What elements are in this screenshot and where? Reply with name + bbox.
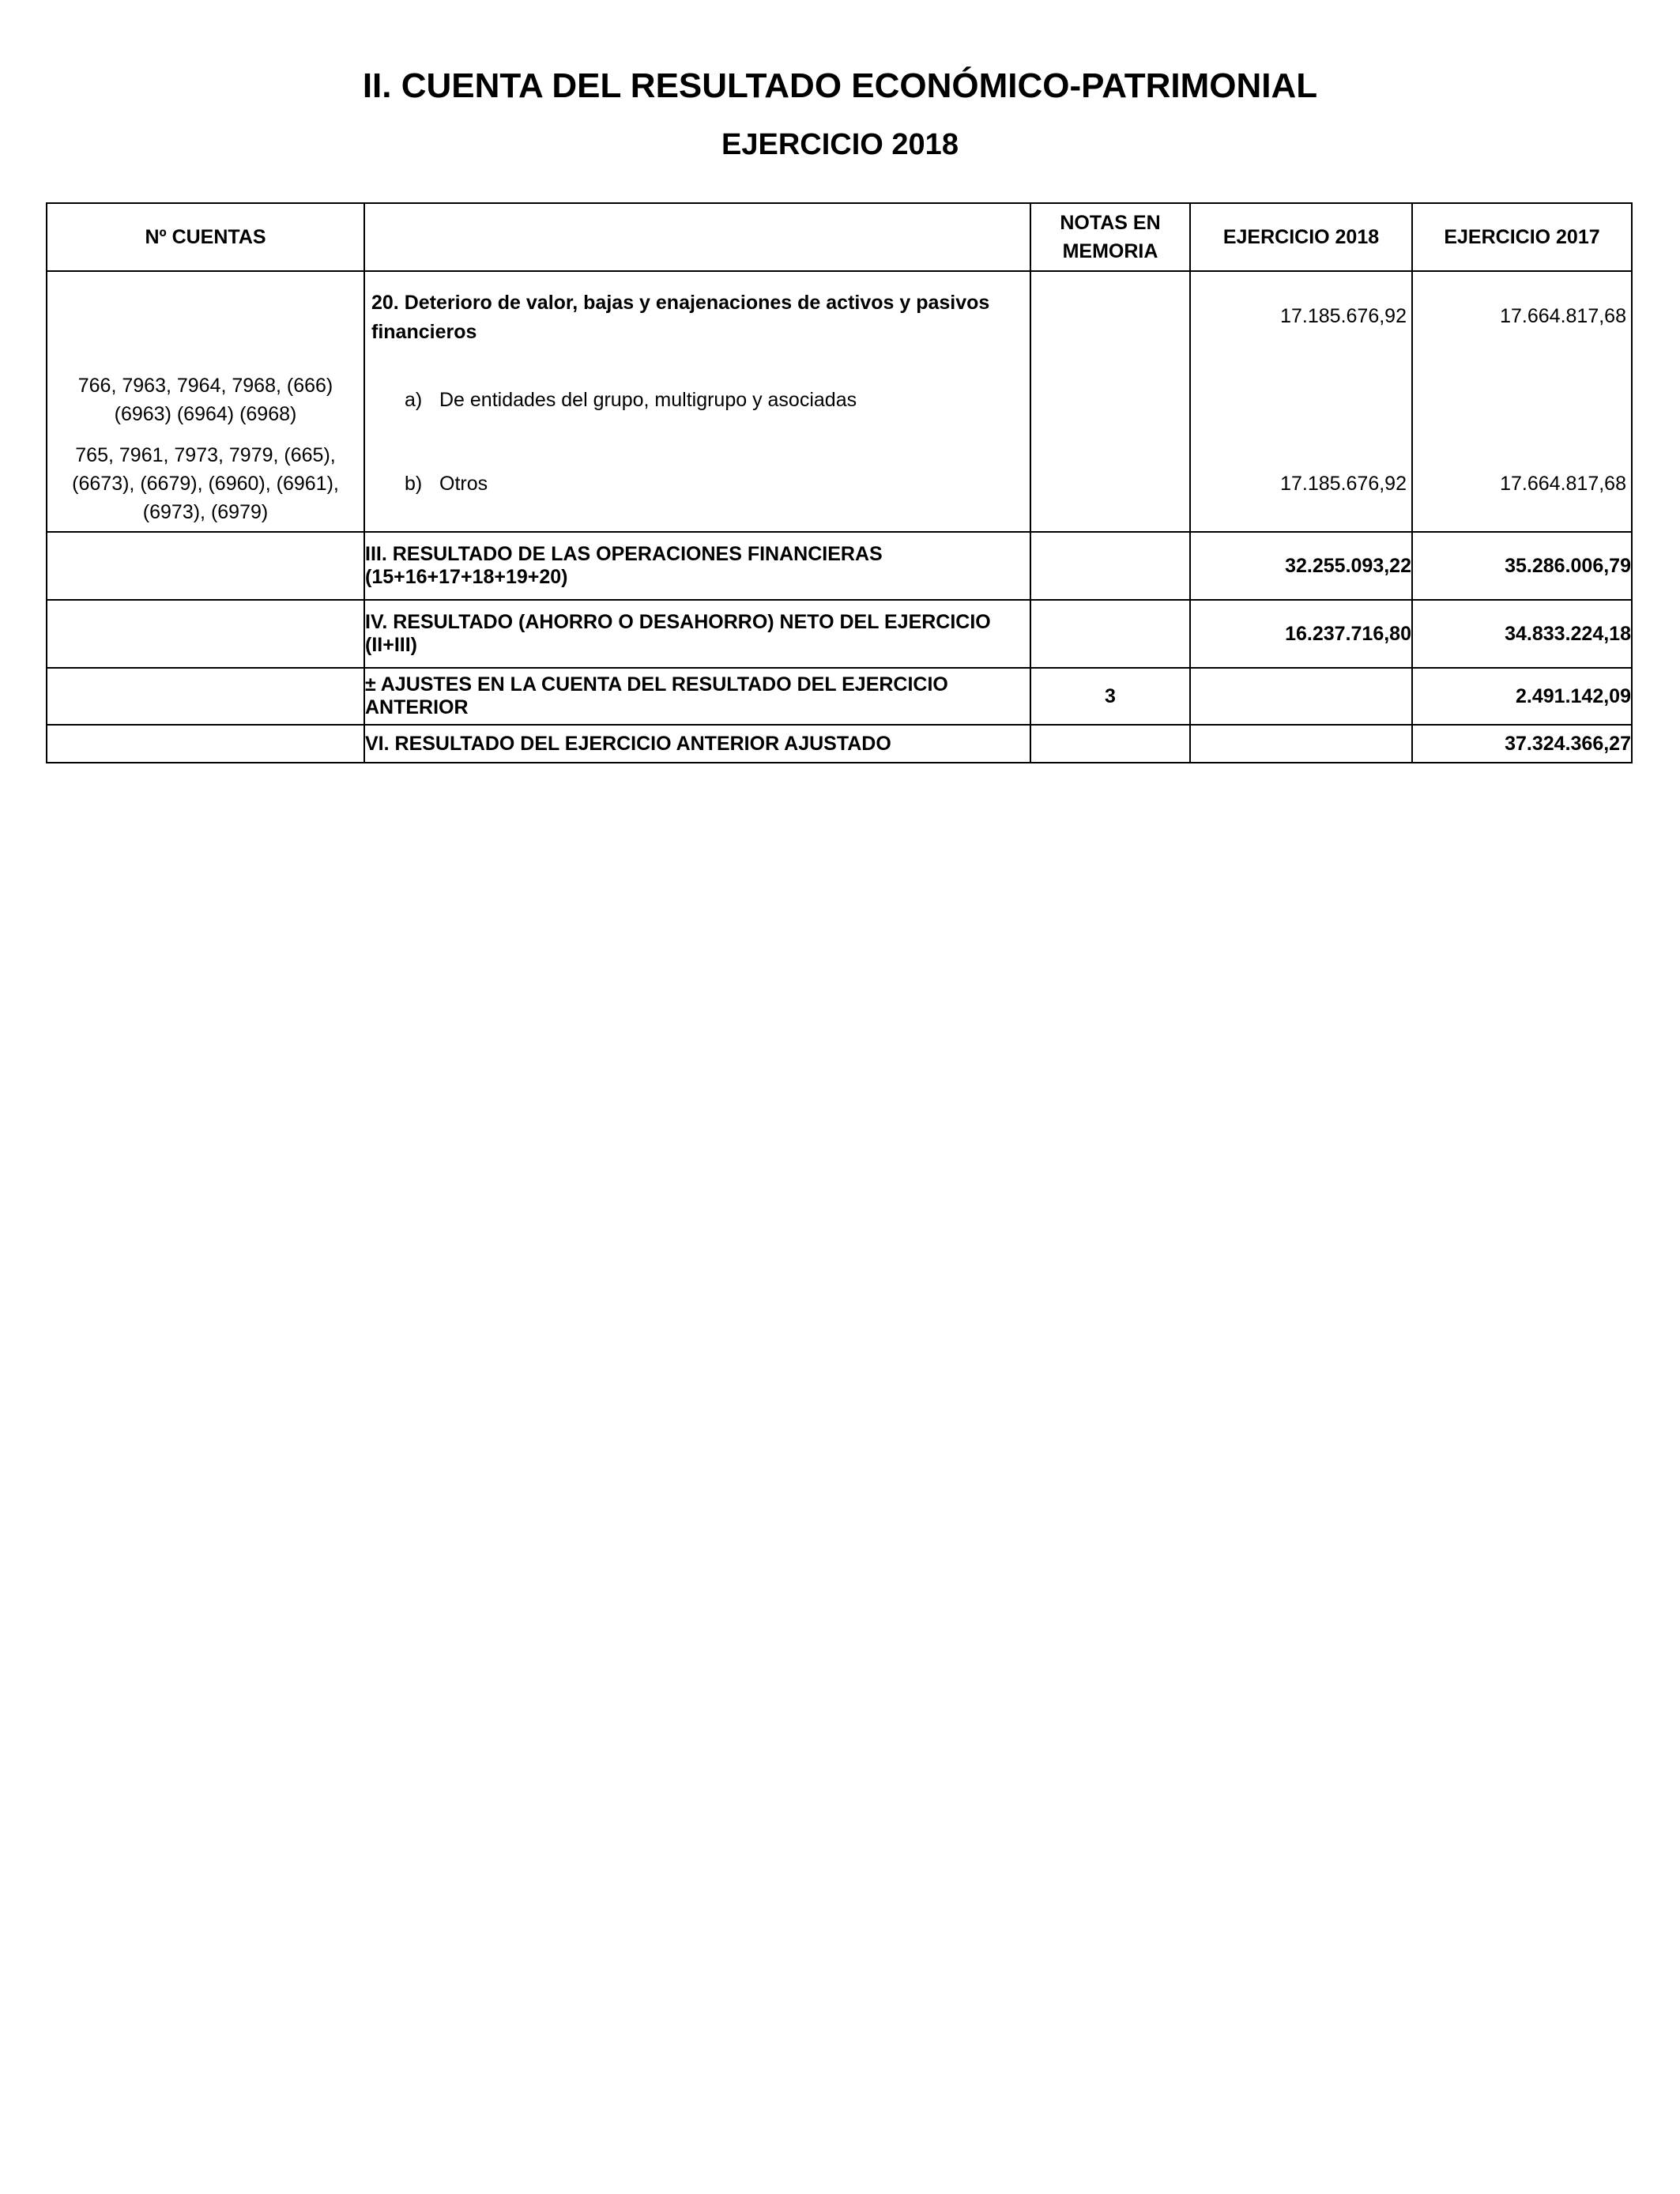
page-subtitle: EJERCICIO 2018 <box>721 128 959 161</box>
result-iii-2018: 32.255.093,22 <box>1190 532 1412 600</box>
section-20-heading: 20. Deterioro de valor, bajas y enajenaciones de activos y pasivos financieros <box>371 292 990 343</box>
adjustments-accounts <box>47 668 364 725</box>
col-header-2017: EJERCICIO 2017 <box>1412 203 1632 271</box>
sub-item-a-label: De entidades del grupo, multigrupo y asociadas <box>439 389 857 411</box>
accounts-a: 766, 7963, 7964, 7968, (666) (6963) (6964) (6968) <box>77 375 333 425</box>
sub-item-b-letter: b) <box>405 473 423 495</box>
result-row-iii <box>47 532 1632 600</box>
result-iv-2018: 16.237.716,80 <box>1190 600 1412 668</box>
result-iv-accounts <box>47 600 364 668</box>
result-row-vi <box>47 725 1632 763</box>
sub-item-b-2018: 17.185.676,92 <box>1280 473 1407 495</box>
sub-item-b-label: Otros <box>439 473 488 495</box>
col-header-description <box>364 203 1030 271</box>
sub-item-b <box>365 439 1030 528</box>
result-iv-notes <box>1030 600 1190 668</box>
adjustments-label: ± AJUSTES EN LA CUENTA DEL RESULTADO DEL EJERCICIO ANTERIOR <box>364 668 1030 725</box>
result-iii-accounts <box>47 532 364 600</box>
sub-item-a-2018 <box>1191 360 1411 439</box>
accounts-b: 765, 7961, 7973, 7979, (665), (6673), (6679), (6960), (6961), (6973), (6979) <box>72 444 339 523</box>
result-vi-2018 <box>1190 725 1412 763</box>
section-20-2018-cell <box>1190 271 1412 532</box>
section-20-heading-2018: 17.185.676,92 <box>1280 305 1407 327</box>
section-20-description-cell <box>364 271 1030 532</box>
col-header-accounts: Nº CUENTAS <box>47 203 364 271</box>
statement-table <box>46 202 1633 763</box>
sub-item-b-2017: 17.664.817,68 <box>1500 473 1626 495</box>
sub-item-a <box>365 360 1030 439</box>
section-20-notes-cell <box>1030 271 1190 532</box>
adjustments-2017: 2.491.142,09 <box>1412 668 1632 725</box>
result-iv-label: IV. RESULTADO (AHORRO O DESAHORRO) NETO DEL EJERCICIO (II+III) <box>364 600 1030 668</box>
result-iv-2017: 34.833.224,18 <box>1412 600 1632 668</box>
result-row-iv <box>47 600 1632 668</box>
result-iii-notes <box>1030 532 1190 600</box>
col-header-notes: NOTAS EN MEMORIA <box>1030 203 1190 271</box>
section-20-2017-cell <box>1412 271 1632 532</box>
page-title: II. CUENTA DEL RESULTADO ECONÓMICO-PATRIMONIAL <box>362 66 1318 105</box>
sub-item-a-2017 <box>1413 360 1631 439</box>
adjustments-row <box>47 668 1632 725</box>
table-header-row <box>47 203 1632 271</box>
col-header-2018: EJERCICIO 2018 <box>1190 203 1412 271</box>
result-iii-label: III. RESULTADO DE LAS OPERACIONES FINANCIERAS (15+16+17+18+19+20) <box>364 532 1030 600</box>
result-vi-label: VI. RESULTADO DEL EJERCICIO ANTERIOR AJUSTADO <box>364 725 1030 763</box>
result-vi-notes <box>1030 725 1190 763</box>
result-vi-2017: 37.324.366,27 <box>1412 725 1632 763</box>
section-20-accounts-cell <box>47 271 364 532</box>
section-20-row <box>47 271 1632 532</box>
adjustments-2018 <box>1190 668 1412 725</box>
sub-item-a-letter: a) <box>405 389 423 411</box>
adjustments-notes: 3 <box>1030 668 1190 725</box>
section-20-heading-2017: 17.664.817,68 <box>1500 305 1626 327</box>
result-vi-accounts <box>47 725 364 763</box>
result-iii-2017: 35.286.006,79 <box>1412 532 1632 600</box>
